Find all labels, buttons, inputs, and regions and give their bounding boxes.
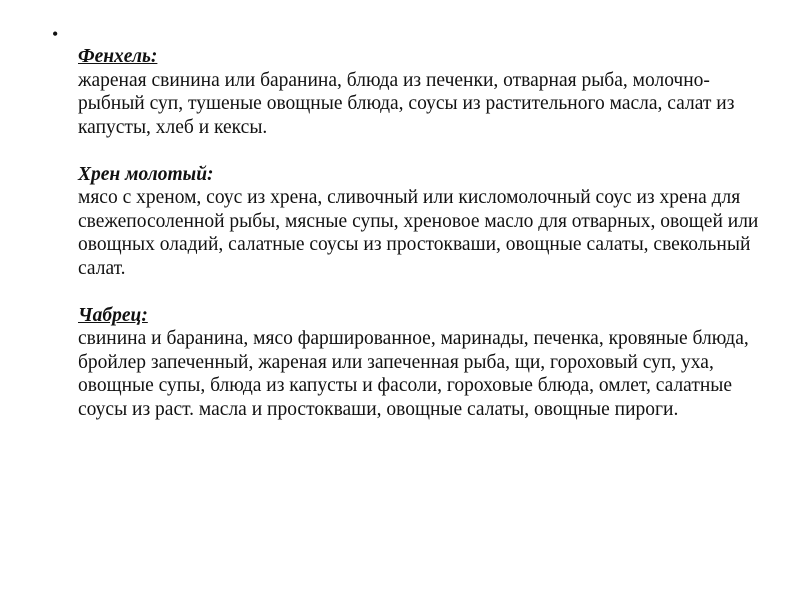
text-fennel: жареная свинина или баранина, блюда из печенки, отварная рыба, молочно-рыбный суп, тушеные овощные блюда, соусы из растительного масла, салат из капусты, хлеб и кексы. xyxy=(78,69,735,138)
text-horseradish: мясо с хреном, соус из хрена, сливочный или кисломолочный соус из хрена для свежепосоленной рыбы, мясные супы, хреновое масло для отварных, овощей или овощных оладий, салатные соусы из простокваши, овощные салаты, свекольный салат. xyxy=(78,187,759,279)
heading-thyme: Чабрец: xyxy=(78,304,148,326)
section-horseradish xyxy=(78,163,768,281)
text-thyme: свинина и баранина, мясо фаршированное, маринады, печенка, кровяные блюда, бройлер запеченный, жареная или запеченная рыба, щи, гороховый суп, уха, овощные супы, блюда из капусты и фасоли, гороховые блюда, омлет, салатные соусы из раст. масла и простокваши, овощные салаты, овощные пироги. xyxy=(78,328,749,420)
section-fennel xyxy=(78,45,768,139)
heading-fennel: Фенхель: xyxy=(78,46,158,67)
spice-list xyxy=(78,45,768,445)
bullet-marker: • xyxy=(52,24,59,44)
heading-horseradish: Хрен молотый: xyxy=(78,163,214,185)
section-thyme xyxy=(78,304,768,422)
